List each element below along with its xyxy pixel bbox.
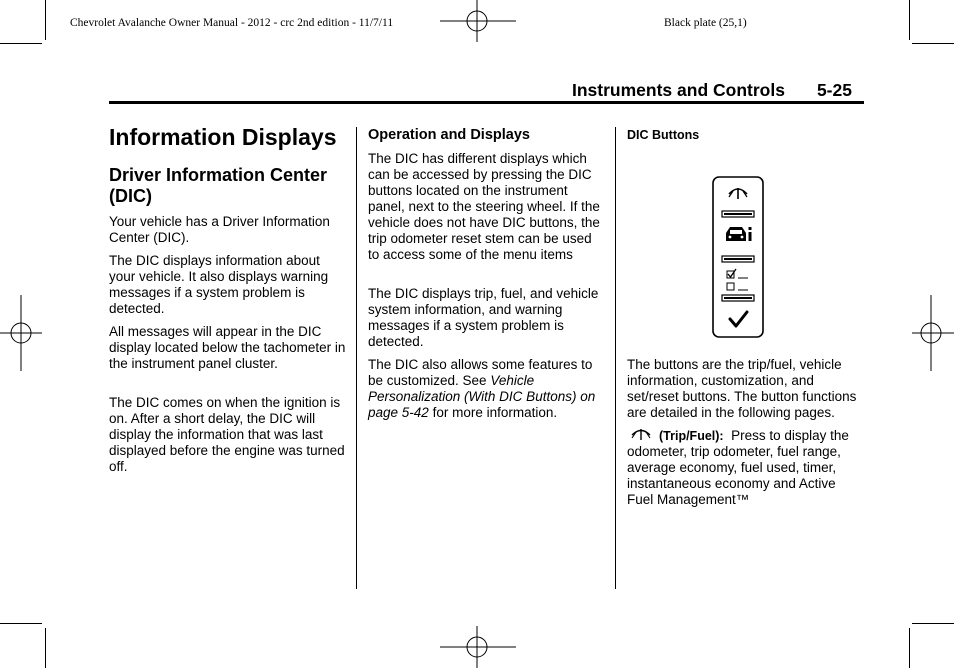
registration-mark-right [912, 295, 954, 371]
crop-mark [45, 0, 46, 40]
button-label: (Trip/Fuel): [659, 429, 724, 443]
crop-mark [912, 623, 954, 624]
crop-mark [0, 623, 42, 624]
paragraph: The DIC comes on when the ignition is on. After a short delay, the DIC will display the information that was last displayed before the engine was turned off. [109, 395, 345, 474]
paragraph: The DIC displays trip, fuel, and vehicle system information, and warning messages if a system problem is detected. [368, 286, 599, 349]
paragraph: The DIC displays information about your vehicle. It also displays warning messages if a system problem is detected. [109, 253, 329, 316]
registration-mark-bottom [440, 626, 516, 668]
registration-mark-left [0, 295, 42, 371]
column-divider [615, 127, 616, 589]
column-divider [356, 127, 357, 589]
page-number: 5-25 [816, 80, 852, 100]
paragraph: The buttons are the trip/fuel, vehicle information, customization, and set/reset buttons. The button functions are detailed in the following pages. [627, 357, 857, 420]
crop-mark [912, 43, 954, 44]
section-title: Instruments and Controls [572, 80, 785, 100]
paragraph [627, 427, 865, 508]
section-heading: Driver Information Center (DIC) [109, 165, 328, 206]
crop-mark [0, 43, 42, 44]
paragraph-text: for more information. [428, 405, 558, 420]
subsection-heading: Operation and Displays [368, 127, 530, 143]
page-title: Information Displays [109, 124, 337, 150]
cross-reference-link[interactable]: Vehicle Personalization (With DIC Buttons) on page 5-42 [368, 373, 596, 420]
paragraph-text: Press to display the odometer, trip odometer, fuel range, average economy, fuel used, timer, instantaneous economy and Active Fuel Management™ [627, 428, 849, 507]
slug-left: Chevrolet Avalanche Owner Manual - 2012 - crc 2nd edition - 11/7/11 [70, 17, 394, 29]
running-head [572, 80, 852, 101]
paragraph: All messages will appear in the DIC display located below the tachometer in the instrument panel cluster. [109, 324, 346, 371]
paragraph [368, 357, 606, 421]
header-rule [109, 101, 864, 104]
dic-buttons-illustration [710, 174, 766, 340]
crop-mark [45, 628, 46, 668]
paragraph: The DIC has different displays which can be accessed by pressing the DIC buttons located on the instrument panel, next to the steering wheel. If the vehicle does not have DIC buttons, the trip odometer reset stem can be used to access some of the menu items [368, 151, 600, 262]
registration-mark-top [440, 0, 516, 42]
subsection-heading: DIC Buttons [627, 128, 700, 142]
crop-mark [909, 628, 910, 668]
slug-right: Black plate (25,1) [664, 17, 747, 29]
paragraph-text: The DIC also allows some features to be customized. See [368, 357, 593, 388]
paragraph: Your vehicle has a Driver Information Center (DIC). [109, 214, 330, 245]
trip-fuel-icon [627, 427, 655, 441]
crop-mark [909, 0, 910, 40]
